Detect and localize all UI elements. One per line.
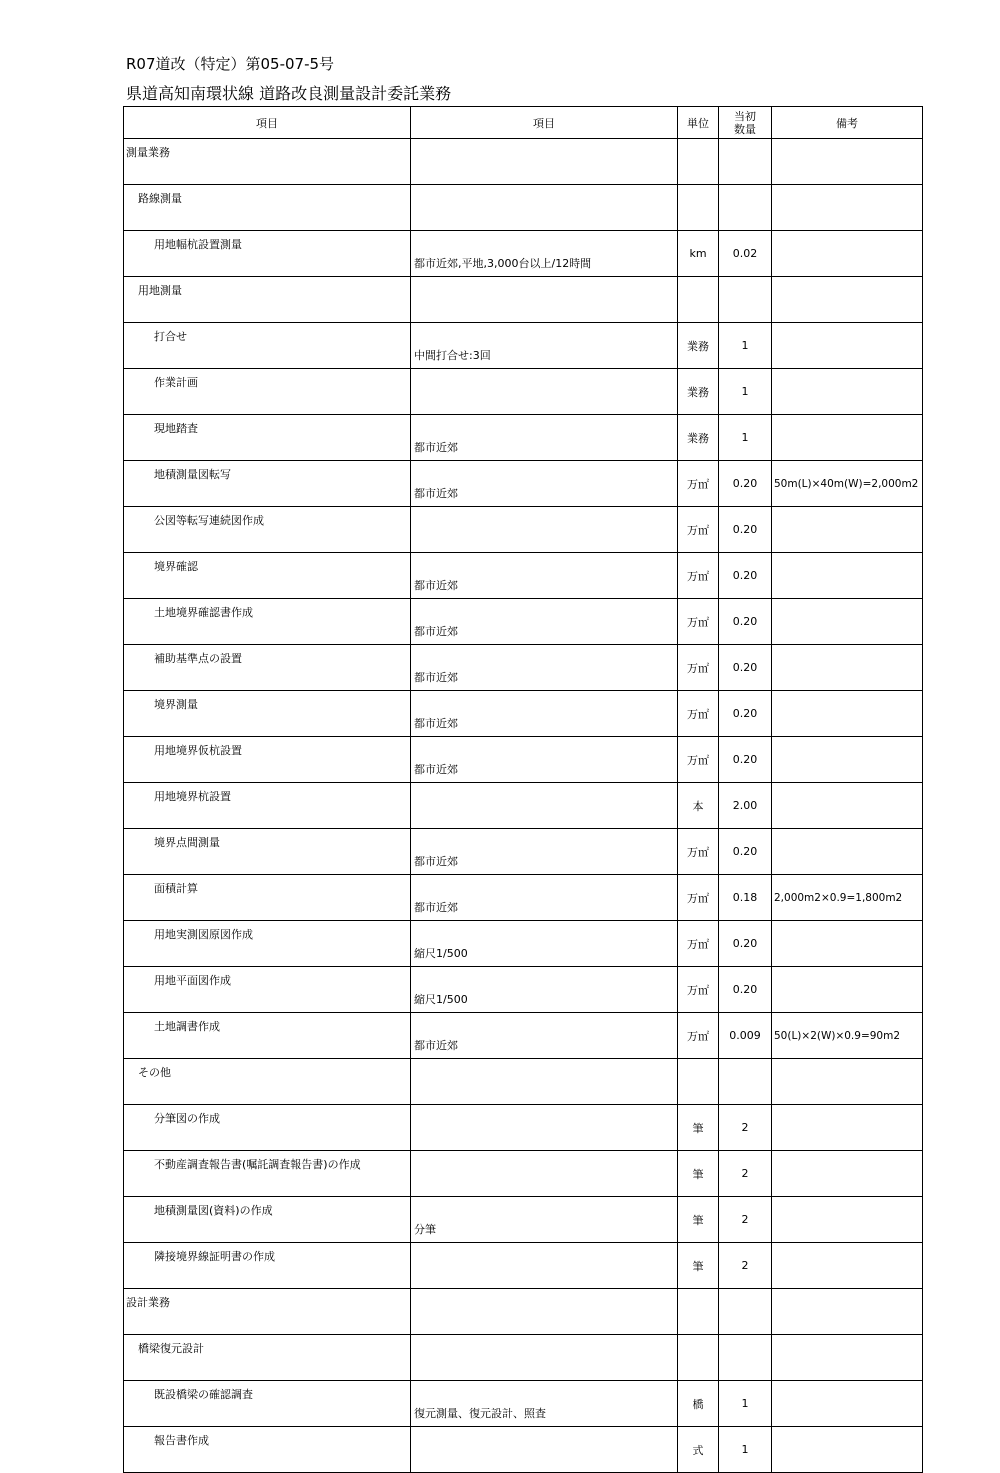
item-label: 補助基準点の設置 <box>154 652 242 665</box>
quantity-cell: 0.02 <box>719 231 772 277</box>
note-cell <box>772 1427 923 1473</box>
note-cell: 2,000m2×0.9=1,800m2 <box>772 875 923 921</box>
note-cell <box>772 1381 923 1427</box>
quantity-cell: 0.20 <box>719 967 772 1013</box>
unit-cell: 万㎡ <box>678 645 719 691</box>
item-label: 不動産調査報告書(嘱託調査報告書)の作成 <box>154 1158 361 1171</box>
unit-cell: 万㎡ <box>678 691 719 737</box>
table-row <box>124 1013 923 1059</box>
item-label: 設計業務 <box>126 1296 170 1309</box>
table-row <box>124 737 923 783</box>
table-row <box>124 967 923 1013</box>
table-row <box>124 1105 923 1151</box>
note-cell <box>772 1059 923 1105</box>
column-header-quantity <box>719 107 772 139</box>
spec-cell: 都市近郊 <box>411 691 678 737</box>
item-label: 用地幅杭設置測量 <box>154 238 242 251</box>
note-cell <box>772 507 923 553</box>
table-row <box>124 783 923 829</box>
item-cell <box>124 139 411 185</box>
note-cell <box>772 691 923 737</box>
table-body <box>124 139 923 1473</box>
item-label: 土地調書作成 <box>154 1020 220 1033</box>
quantity-cell: 0.18 <box>719 875 772 921</box>
spec-cell <box>411 1243 678 1289</box>
spec-cell <box>411 1427 678 1473</box>
column-header-quantity-line1: 当初 <box>734 109 756 123</box>
note-cell <box>772 1151 923 1197</box>
table-row <box>124 461 923 507</box>
spec-cell <box>411 1105 678 1151</box>
item-cell <box>124 783 411 829</box>
table-row <box>124 691 923 737</box>
item-cell <box>124 1013 411 1059</box>
unit-cell: 万㎡ <box>678 507 719 553</box>
note-cell <box>772 369 923 415</box>
unit-cell <box>678 1059 719 1105</box>
item-label: 用地実測図原図作成 <box>154 928 253 941</box>
quantity-cell: 0.20 <box>719 461 772 507</box>
spec-cell: 都市近郊 <box>411 461 678 507</box>
item-cell <box>124 323 411 369</box>
column-header-item: 項目 <box>124 107 411 139</box>
item-label: 境界測量 <box>154 698 198 711</box>
table-row <box>124 1335 923 1381</box>
unit-cell <box>678 1289 719 1335</box>
column-header-spec: 項目 <box>411 107 678 139</box>
spec-cell <box>411 369 678 415</box>
unit-cell: 筆 <box>678 1105 719 1151</box>
spec-cell: 都市近郊 <box>411 415 678 461</box>
quantity-cell: 0.20 <box>719 737 772 783</box>
item-cell <box>124 599 411 645</box>
item-cell <box>124 1427 411 1473</box>
note-cell <box>772 921 923 967</box>
spec-cell: 都市近郊 <box>411 737 678 783</box>
item-label: 用地境界杭設置 <box>154 790 231 803</box>
item-cell <box>124 1335 411 1381</box>
item-label: 橋梁復元設計 <box>138 1342 204 1355</box>
item-cell <box>124 277 411 323</box>
item-cell <box>124 1289 411 1335</box>
quantity-cell: 2 <box>719 1197 772 1243</box>
spec-cell: 縮尺1/500 <box>411 967 678 1013</box>
item-cell <box>124 231 411 277</box>
quantity-cell <box>719 1059 772 1105</box>
table-row <box>124 1427 923 1473</box>
item-cell <box>124 461 411 507</box>
spec-cell <box>411 1335 678 1381</box>
table-row <box>124 921 923 967</box>
unit-cell: km <box>678 231 719 277</box>
unit-cell: 筆 <box>678 1243 719 1289</box>
note-cell <box>772 829 923 875</box>
note-cell <box>772 1105 923 1151</box>
table-row <box>124 553 923 599</box>
unit-cell <box>678 185 719 231</box>
table-header-row <box>124 107 923 139</box>
table-row <box>124 645 923 691</box>
quantity-cell: 1 <box>719 1427 772 1473</box>
quantity-cell <box>719 185 772 231</box>
table-row <box>124 875 923 921</box>
item-cell <box>124 1105 411 1151</box>
item-label: 地積測量図(資料)の作成 <box>154 1204 273 1217</box>
table-row <box>124 185 923 231</box>
spec-cell: 都市近郊 <box>411 553 678 599</box>
item-label: 路線測量 <box>138 192 182 205</box>
item-cell <box>124 553 411 599</box>
item-cell <box>124 1381 411 1427</box>
unit-cell: 万㎡ <box>678 875 719 921</box>
item-cell <box>124 1151 411 1197</box>
unit-cell: 万㎡ <box>678 967 719 1013</box>
document-title: 県道高知南環状線 道路改良測量設計委託業務 <box>126 84 452 103</box>
spec-cell: 縮尺1/500 <box>411 921 678 967</box>
unit-cell: 万㎡ <box>678 921 719 967</box>
quantity-cell: 0.20 <box>719 829 772 875</box>
item-label: 用地平面図作成 <box>154 974 231 987</box>
note-cell <box>772 415 923 461</box>
item-cell <box>124 415 411 461</box>
item-label: 土地境界確認書作成 <box>154 606 253 619</box>
spec-cell: 都市近郊 <box>411 829 678 875</box>
table-row <box>124 139 923 185</box>
unit-cell: 万㎡ <box>678 1013 719 1059</box>
spec-cell <box>411 185 678 231</box>
column-header-note: 備考 <box>772 107 923 139</box>
unit-cell: 筆 <box>678 1197 719 1243</box>
table-row <box>124 1289 923 1335</box>
quantity-cell <box>719 139 772 185</box>
note-cell <box>772 553 923 599</box>
quantity-cell: 2 <box>719 1151 772 1197</box>
quantity-cell: 2 <box>719 1105 772 1151</box>
note-cell <box>772 967 923 1013</box>
spec-cell <box>411 139 678 185</box>
table-row <box>124 1243 923 1289</box>
quantity-table <box>123 106 923 1473</box>
quantity-cell: 0.009 <box>719 1013 772 1059</box>
quantity-cell: 2 <box>719 1243 772 1289</box>
spec-cell: 都市近郊 <box>411 599 678 645</box>
column-header-quantity-line2: 数量 <box>734 122 756 136</box>
note-cell <box>772 231 923 277</box>
note-cell <box>772 185 923 231</box>
quantity-cell <box>719 277 772 323</box>
note-cell: 50(L)×2(W)×0.9=90m2 <box>772 1013 923 1059</box>
table-row <box>124 369 923 415</box>
spec-cell: 都市近郊 <box>411 645 678 691</box>
quantity-cell: 0.20 <box>719 691 772 737</box>
item-label: 作業計画 <box>154 376 198 389</box>
unit-cell: 業務 <box>678 415 719 461</box>
table-row <box>124 1059 923 1105</box>
quantity-cell: 0.20 <box>719 553 772 599</box>
unit-cell: 式 <box>678 1427 719 1473</box>
spec-cell <box>411 1151 678 1197</box>
item-cell <box>124 737 411 783</box>
note-cell <box>772 1335 923 1381</box>
quantity-cell <box>719 1289 772 1335</box>
unit-cell <box>678 1335 719 1381</box>
note-cell: 50m(L)×40m(W)=2,000m2 <box>772 461 923 507</box>
spec-cell: 復元測量、復元設計、照査 <box>411 1381 678 1427</box>
item-label: 打合せ <box>154 330 187 343</box>
item-cell <box>124 921 411 967</box>
item-cell <box>124 1243 411 1289</box>
unit-cell: 万㎡ <box>678 829 719 875</box>
quantity-cell: 0.20 <box>719 645 772 691</box>
item-label: 現地踏査 <box>154 422 198 435</box>
table-row <box>124 415 923 461</box>
item-cell <box>124 1197 411 1243</box>
unit-cell: 筆 <box>678 1151 719 1197</box>
spec-cell <box>411 1059 678 1105</box>
unit-cell: 業務 <box>678 323 719 369</box>
unit-cell: 万㎡ <box>678 461 719 507</box>
table-row <box>124 1197 923 1243</box>
item-cell <box>124 185 411 231</box>
unit-cell: 万㎡ <box>678 599 719 645</box>
quantity-cell: 2.00 <box>719 783 772 829</box>
unit-cell <box>678 139 719 185</box>
table-row <box>124 599 923 645</box>
table-row <box>124 829 923 875</box>
spec-cell <box>411 277 678 323</box>
note-cell <box>772 277 923 323</box>
unit-cell: 万㎡ <box>678 737 719 783</box>
note-cell <box>772 599 923 645</box>
note-cell <box>772 1197 923 1243</box>
note-cell <box>772 1243 923 1289</box>
table-row <box>124 231 923 277</box>
item-label: 分筆図の作成 <box>154 1112 220 1125</box>
unit-cell: 橋 <box>678 1381 719 1427</box>
table-row <box>124 323 923 369</box>
spec-cell: 都市近郊 <box>411 875 678 921</box>
spec-cell <box>411 783 678 829</box>
note-cell <box>772 783 923 829</box>
table-row <box>124 507 923 553</box>
item-label: 公図等転写連続図作成 <box>154 514 264 527</box>
quantity-cell: 1 <box>719 1381 772 1427</box>
spec-cell <box>411 507 678 553</box>
unit-cell <box>678 277 719 323</box>
spec-cell <box>411 1289 678 1335</box>
table-row <box>124 1151 923 1197</box>
quantity-cell: 0.20 <box>719 599 772 645</box>
note-cell <box>772 1289 923 1335</box>
table-row <box>124 277 923 323</box>
item-cell <box>124 507 411 553</box>
unit-cell: 万㎡ <box>678 553 719 599</box>
item-label: 用地境界仮杭設置 <box>154 744 242 757</box>
item-label: その他 <box>138 1066 171 1079</box>
column-header-unit: 単位 <box>678 107 719 139</box>
item-label: 報告書作成 <box>154 1434 209 1447</box>
unit-cell: 本 <box>678 783 719 829</box>
note-cell <box>772 139 923 185</box>
spec-cell: 都市近郊 <box>411 1013 678 1059</box>
item-label: 境界点間測量 <box>154 836 220 849</box>
quantity-cell: 1 <box>719 369 772 415</box>
item-label: 用地測量 <box>138 284 182 297</box>
note-cell <box>772 737 923 783</box>
item-label: 既設橋梁の確認調査 <box>154 1388 253 1401</box>
document-number: R07道改（特定）第05-07-5号 <box>126 55 335 73</box>
item-cell <box>124 369 411 415</box>
note-cell <box>772 323 923 369</box>
note-cell <box>772 645 923 691</box>
item-cell <box>124 691 411 737</box>
item-label: 面積計算 <box>154 882 198 895</box>
item-cell <box>124 1059 411 1105</box>
item-label: 境界確認 <box>154 560 198 573</box>
spec-cell: 分筆 <box>411 1197 678 1243</box>
quantity-cell: 0.20 <box>719 921 772 967</box>
table-row <box>124 1381 923 1427</box>
quantity-cell: 1 <box>719 323 772 369</box>
item-label: 測量業務 <box>126 146 170 159</box>
spec-cell: 都市近郊,平地,3,000台以上/12時間 <box>411 231 678 277</box>
unit-cell: 業務 <box>678 369 719 415</box>
quantity-cell <box>719 1335 772 1381</box>
item-cell <box>124 875 411 921</box>
item-cell <box>124 967 411 1013</box>
quantity-cell: 1 <box>719 415 772 461</box>
item-label: 地積測量図転写 <box>154 468 231 481</box>
item-cell <box>124 829 411 875</box>
quantity-cell: 0.20 <box>719 507 772 553</box>
item-label: 隣接境界線証明書の作成 <box>154 1250 275 1263</box>
item-cell <box>124 645 411 691</box>
spec-cell: 中間打合せ:3回 <box>411 323 678 369</box>
